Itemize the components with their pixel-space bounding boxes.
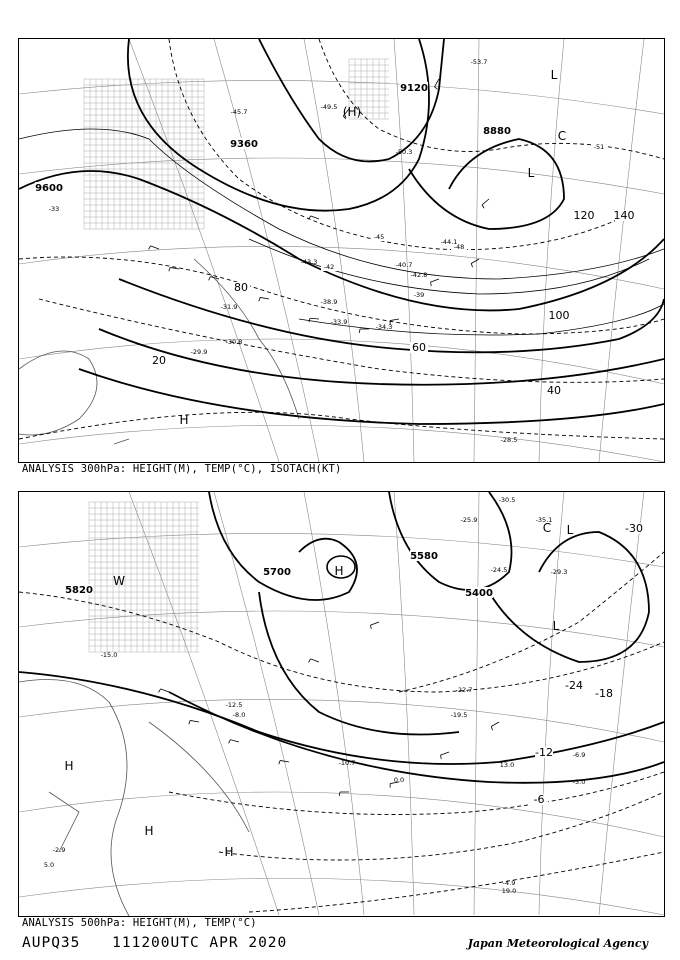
- wind-barb: [170, 267, 179, 269]
- height-label: 5700: [263, 567, 291, 578]
- graticule-line: [394, 39, 414, 462]
- chart-500hpa: [19, 492, 664, 916]
- wind-barb: [482, 199, 489, 205]
- height-contour: [99, 329, 664, 385]
- wind-barb: [471, 259, 479, 264]
- height-label: 5580: [410, 551, 438, 562]
- station-value: -43.3: [300, 258, 318, 266]
- pressure-system-L: L: [550, 68, 558, 82]
- chart-300hpa: [19, 39, 664, 462]
- wind-barb-flag: [435, 87, 438, 90]
- station-value: 5.0: [43, 861, 55, 869]
- wind-barb-flag: [279, 760, 280, 764]
- height-contour: [259, 39, 444, 162]
- station-value: -53.7: [470, 58, 488, 66]
- wind-barb-flag: [359, 329, 360, 333]
- temperature-label: -6: [533, 793, 545, 806]
- wind-barb: [491, 722, 499, 727]
- station-value: -8.0: [232, 711, 246, 719]
- isotherm: [319, 39, 664, 159]
- height-contour: [79, 369, 664, 424]
- temperature-label: -45: [373, 233, 385, 241]
- wind-barb-flag: [431, 282, 432, 286]
- temperature-label: -30: [625, 522, 643, 535]
- wind-barb: [431, 279, 439, 282]
- graticule-line: [19, 611, 664, 647]
- isotherm: [19, 412, 664, 439]
- station-value: -50.3: [395, 148, 413, 156]
- wind-barb-flag: [189, 720, 190, 724]
- height-label: 8880: [483, 126, 511, 137]
- height-contour: [409, 139, 564, 229]
- wind-barb: [190, 720, 199, 722]
- station-value: -6.9: [572, 751, 586, 759]
- wind-barb-flag: [441, 755, 442, 759]
- pressure-system-H: H: [334, 564, 344, 578]
- station-value: -19.5: [450, 711, 468, 719]
- isotherm: [249, 852, 664, 912]
- pressure-system-L: L: [566, 523, 574, 537]
- station-value: -22.7: [455, 686, 473, 694]
- temperature-label: -42: [323, 263, 335, 271]
- station-value: -40.7: [395, 261, 413, 269]
- wind-barb-flag: [259, 297, 260, 301]
- product-code: AUPQ35: [22, 935, 81, 951]
- pressure-system-H: H: [179, 413, 189, 427]
- graticule-line: [19, 158, 664, 194]
- station-value: -35.1: [535, 516, 553, 524]
- map-panel-300hpa: [18, 38, 665, 463]
- station-value: -49.5: [320, 103, 338, 111]
- wind-barb-flag: [229, 740, 231, 744]
- valid-time: 111200UTC APR 2020: [112, 935, 288, 951]
- wind-barb-flag: [491, 727, 492, 731]
- wind-barb: [441, 752, 449, 755]
- station-value: -24.5: [490, 566, 508, 574]
- height-label: 5820: [65, 585, 93, 596]
- coastline: [114, 439, 129, 444]
- isotach-label: 100: [548, 309, 570, 322]
- agency-name: Japan Meteorological Agency: [467, 937, 648, 950]
- isotach-label: 140: [613, 209, 635, 222]
- station-value: 0.0: [393, 776, 405, 784]
- height-contour: [259, 592, 459, 735]
- wind-barb: [371, 622, 379, 625]
- isotherm: [399, 552, 664, 692]
- height-contour: [19, 171, 664, 310]
- temperature-label: -24: [565, 679, 583, 692]
- height-contour: [128, 39, 429, 211]
- wind-barb-flag: [471, 264, 472, 268]
- pressure-system-C: C: [542, 521, 552, 535]
- station-value: -31.9: [220, 303, 238, 311]
- height-label: 9360: [230, 139, 258, 150]
- wind-barb-flag: [309, 318, 310, 322]
- map-panel-500hpa: [18, 491, 665, 917]
- graticule-line: [474, 39, 479, 462]
- temperature-label: -12: [535, 746, 553, 759]
- isotherm: [19, 592, 664, 692]
- wind-barb: [311, 216, 319, 219]
- station-value: -15.0: [100, 651, 118, 659]
- wind-barb-flag: [159, 689, 161, 692]
- station-value: -44.1: [440, 238, 458, 246]
- wind-barb-flag: [149, 246, 151, 249]
- station-value: -28.5: [500, 436, 518, 444]
- station-value: -29.9: [190, 348, 208, 356]
- pressure-system-C: C: [557, 129, 567, 143]
- station-value: -45.7: [230, 108, 248, 116]
- pressure-system-L: L: [552, 619, 560, 633]
- temperature-label: -51: [593, 143, 605, 151]
- wind-barb-flag: [339, 792, 340, 796]
- station-value: 19.0: [501, 887, 517, 895]
- graticule-line: [539, 39, 567, 462]
- station-value: -42.8: [410, 271, 428, 279]
- graticule-line: [214, 39, 319, 462]
- temperature-label: -33: [48, 205, 60, 213]
- temperature-label: -48: [453, 243, 465, 251]
- wind-barb-flag: [482, 205, 484, 208]
- station-value: -30.5: [498, 496, 516, 504]
- station-value: -33.9: [330, 318, 348, 326]
- isotach: [249, 239, 649, 294]
- isotach-label: 120: [573, 209, 595, 222]
- graticule-line: [599, 39, 644, 462]
- coastline: [19, 351, 97, 435]
- wind-barb: [161, 689, 169, 692]
- station-value: -5.0: [572, 778, 586, 786]
- wind-barb-flag: [309, 659, 311, 662]
- wind-barb-flag: [209, 277, 211, 281]
- pressure-system-L: L: [527, 166, 535, 180]
- station-value: -12.5: [225, 701, 243, 709]
- temperature-label: -39: [413, 291, 425, 299]
- station-value: -4.9: [502, 879, 516, 887]
- wind-barb: [260, 297, 269, 299]
- pressure-system-H: H: [64, 759, 74, 773]
- station-value: 13.0: [499, 761, 515, 769]
- pressure-system-H: H: [144, 824, 154, 838]
- station-value: -29.3: [550, 568, 568, 576]
- pressure-system-W: W: [113, 574, 125, 588]
- height-contour: [489, 532, 649, 662]
- wind-barb: [435, 79, 440, 87]
- wind-barb: [230, 740, 239, 742]
- height-label: 9120: [400, 83, 428, 94]
- wind-barb: [311, 659, 319, 662]
- isotach-label: 40: [547, 384, 561, 397]
- wind-barb-flag: [169, 267, 170, 271]
- isotach-label: 60: [412, 341, 426, 354]
- caption-500hpa: ANALYSIS 500hPa: HEIGHT(M), TEMP(°C): [22, 917, 257, 929]
- height-label: 9600: [35, 183, 63, 194]
- station-value: -38.9: [320, 298, 338, 306]
- pressure-system-H: H: [224, 845, 234, 859]
- station-value: -2.9: [52, 846, 66, 854]
- wind-barb: [390, 319, 399, 321]
- isotach: [19, 129, 664, 279]
- pressure-system-H: (H): [342, 105, 362, 119]
- temperature-label: -18: [595, 687, 613, 700]
- chart-identifier: [22, 935, 309, 951]
- graticule-line: [599, 492, 644, 915]
- wind-barb: [310, 318, 319, 319]
- height-contour: [389, 492, 512, 590]
- height-label: 5400: [465, 588, 493, 599]
- height-contour: [209, 492, 357, 600]
- station-value: -30.8: [225, 338, 243, 346]
- graticule-line: [474, 492, 479, 915]
- station-value: -10.7: [338, 759, 356, 767]
- graticule-line: [19, 339, 664, 384]
- graticule-line: [304, 492, 364, 915]
- wind-barb-flag: [371, 625, 372, 629]
- graticule-line: [19, 792, 664, 837]
- station-value: -25.9: [460, 516, 478, 524]
- coastline: [49, 792, 79, 852]
- isotach-label: 20: [152, 354, 166, 367]
- isotherm: [219, 792, 664, 860]
- isotach: [299, 304, 664, 335]
- height-contour: [119, 279, 664, 352]
- isotach-label: 80: [234, 281, 248, 294]
- coastline: [149, 722, 249, 832]
- station-value: -34.3: [375, 323, 393, 331]
- height-contour: [169, 692, 664, 783]
- graticule-line: [539, 492, 564, 915]
- caption-300hpa: ANALYSIS 300hPa: HEIGHT(M), TEMP(°C), ISOTACH(KT): [22, 463, 342, 475]
- wind-barb: [151, 246, 159, 249]
